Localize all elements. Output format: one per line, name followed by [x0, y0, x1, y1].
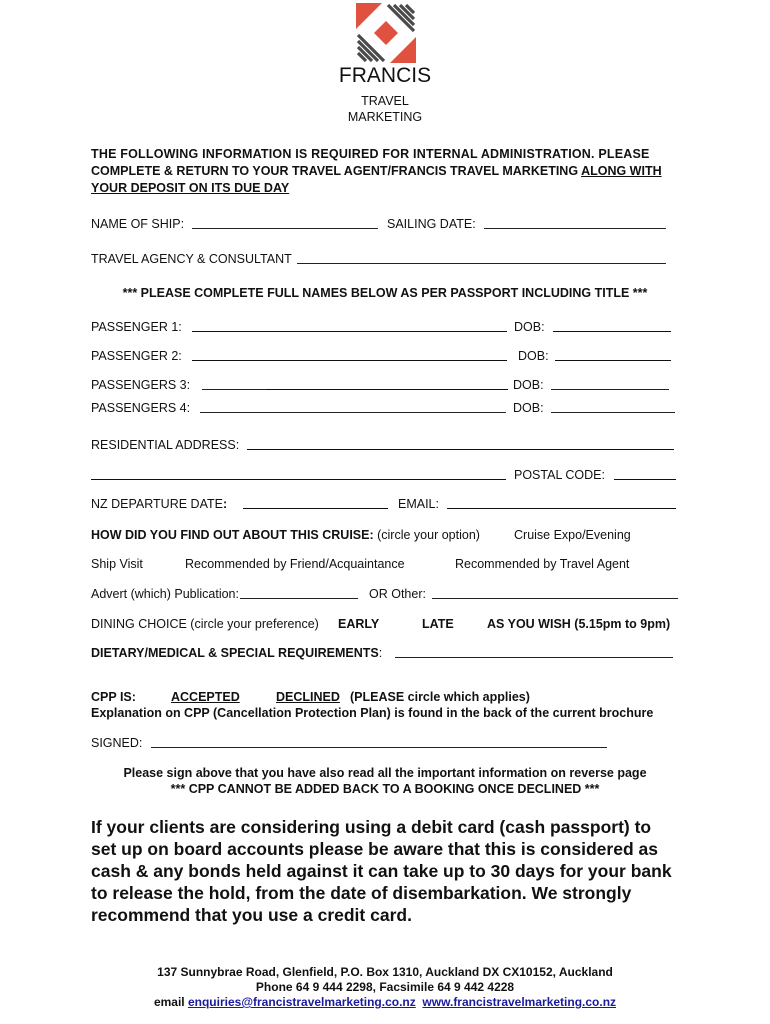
intro-along-with: ALONG WITH: [581, 164, 662, 178]
passenger-2-field[interactable]: [192, 349, 507, 361]
option-cruise-expo[interactable]: Cruise Expo/Evening: [514, 528, 631, 542]
passenger-3-field[interactable]: [266, 378, 508, 390]
advert-label: Advert (which) Publication:: [91, 587, 239, 601]
passenger-1-dob-label: DOB:: [514, 320, 545, 334]
cpp-declined-option[interactable]: DECLINED: [276, 690, 340, 704]
passenger-3-dob-field[interactable]: [551, 378, 669, 390]
dining-early-option[interactable]: EARLY: [338, 617, 380, 631]
dining-label: DINING CHOICE (circle your preference): [91, 617, 319, 631]
sailing-date-field[interactable]: [484, 217, 666, 229]
passenger-3-dob-label: DOB:: [513, 378, 544, 392]
agency-label: TRAVEL AGENCY & CONSULTANT: [91, 252, 292, 266]
intro-line-3: YOUR DEPOSIT ON ITS DUE DAY: [91, 181, 290, 195]
option-ship-visit[interactable]: Ship Visit: [91, 557, 143, 571]
debit-warning-line-1: If your clients are considering using a debit card (cash passport) to: [91, 817, 652, 837]
postal-code-label: POSTAL CODE:: [514, 468, 605, 482]
dietary-colon: :: [378, 646, 383, 660]
departure-colon: :: [222, 497, 228, 511]
cpp-explanation: Explanation on CPP (Cancellation Protection Plan) is found in the back of the current brochure: [91, 706, 654, 720]
address-label: RESIDENTIAL ADDRESS:: [91, 438, 240, 452]
footer-contact: [0, 995, 770, 1009]
cpp-warning: *** CPP CANNOT BE ADDED BACK TO A BOOKING ONCE DECLINED ***: [170, 782, 600, 796]
intro-line-2: [91, 164, 662, 178]
cpp-circle-note: (PLEASE circle which applies): [350, 690, 530, 704]
cpp-accepted-option[interactable]: ACCEPTED: [171, 690, 240, 704]
passenger-2-dob-label: DOB:: [518, 349, 549, 363]
other-label: OR Other:: [369, 587, 426, 601]
brand-line-marketing: MARKETING: [347, 110, 423, 124]
passenger-2-label: PASSENGER 2:: [91, 349, 182, 363]
intro-line-2-text: COMPLETE & RETURN TO YOUR TRAVEL AGENT/FRANCIS TRAVEL MARKETING: [91, 164, 582, 178]
advert-field[interactable]: [240, 587, 358, 599]
footer-address: 137 Sunnybrae Road, Glenfield, P.O. Box 1310, Auckland DX CX10152, Auckland: [157, 965, 613, 979]
footer-email-link[interactable]: enquiries@francistravelmarketing.co.nz: [187, 995, 416, 1009]
agency-field[interactable]: [297, 252, 666, 264]
email-label: EMAIL:: [398, 497, 439, 511]
option-recommended-friend[interactable]: Recommended by Friend/Acquaintance: [185, 557, 405, 571]
intro-line-1: THE FOLLOWING INFORMATION IS REQUIRED FOR INTERNAL ADMINISTRATION. PLEASE: [91, 147, 650, 161]
survey-hint: (circle your option): [373, 528, 480, 542]
passenger-4-field[interactable]: [200, 401, 506, 413]
passenger-4-dob-label: DOB:: [513, 401, 544, 415]
passenger-4-label: PASSENGERS 4:: [91, 401, 191, 415]
debit-warning-line-2: set up on board accounts please be aware that this is considered as: [91, 839, 658, 859]
departure-date-field[interactable]: [243, 497, 388, 509]
passenger-1-field[interactable]: [192, 320, 507, 332]
postal-code-field[interactable]: [614, 468, 676, 480]
signature-field[interactable]: [151, 736, 607, 748]
dietary-label-text: DIETARY/MEDICAL & SPECIAL REQUIREMENTS: [91, 646, 379, 660]
dietary-label: [91, 646, 382, 660]
departure-label-text: NZ DEPARTURE DATE: [91, 497, 223, 511]
passport-names-note: *** PLEASE COMPLETE FULL NAMES BELOW AS PER PASSPORT INCLUDING TITLE ***: [122, 286, 648, 300]
dining-late-option[interactable]: LATE: [422, 617, 454, 631]
debit-warning-line-3: cash & any bonds held against it can take up to 30 days for your bank: [91, 861, 672, 881]
footer-website-link[interactable]: www.francistravelmarketing.co.nz: [422, 995, 617, 1009]
passenger-4-dob-field[interactable]: [551, 401, 675, 413]
dietary-field[interactable]: [395, 646, 673, 658]
survey-question: [91, 528, 480, 542]
option-recommended-agent[interactable]: Recommended by Travel Agent: [455, 557, 630, 571]
passenger-1-label: PASSENGER 1:: [91, 320, 182, 334]
ship-field[interactable]: [192, 217, 378, 229]
survey-question-text: HOW DID YOU FIND OUT ABOUT THIS CRUISE:: [91, 528, 374, 542]
sign-note: Please sign above that you have also read all the important information on reverse page: [123, 766, 647, 780]
passenger-2-dob-field[interactable]: [555, 349, 671, 361]
address-field[interactable]: [247, 438, 674, 450]
cpp-label: CPP IS:: [91, 690, 136, 704]
other-field[interactable]: [432, 587, 678, 599]
dining-as-you-wish-option[interactable]: AS YOU WISH (5.15pm to 9pm): [487, 617, 671, 631]
brand-line-travel: TRAVEL: [361, 94, 409, 108]
passenger-3-label: PASSENGERS 3:: [91, 378, 191, 392]
ship-label: NAME OF SHIP:: [91, 217, 185, 231]
signed-label: SIGNED:: [91, 736, 143, 750]
email-field[interactable]: [447, 497, 676, 509]
passenger-1-dob-field[interactable]: [553, 320, 671, 332]
footer-phone: Phone 64 9 444 2298, Facsimile 64 9 442 4228: [255, 980, 515, 994]
brand-name: FRANCIS: [338, 64, 432, 87]
debit-warning-line-5: recommend that you use a credit card.: [91, 905, 412, 925]
address-field-line-2[interactable]: [91, 468, 506, 480]
departure-label: [91, 497, 227, 511]
debit-warning-line-4: to release the hold, from the date of disembarkation. We strongly: [91, 883, 632, 903]
francis-logo-icon: [356, 3, 416, 63]
passenger-3-field-start[interactable]: [202, 378, 266, 390]
sailing-label: SAILING DATE:: [387, 217, 476, 231]
footer-email-label: email: [153, 995, 188, 1009]
